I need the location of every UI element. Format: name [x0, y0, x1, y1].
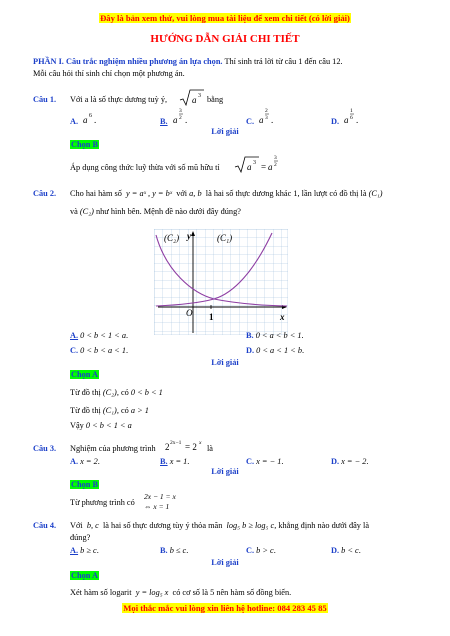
svg-text:a: a	[83, 115, 88, 125]
q3-step-1: 2x − 1 = x	[144, 492, 176, 501]
svg-text:3: 3	[198, 93, 201, 99]
preview-banner: Đây là bản xem thử, vui lòng mua tài liệu để xem chi tiết (có lời giải)	[100, 13, 350, 23]
svg-text:a: a	[247, 162, 252, 172]
section-label: PHẦN I. Câu trắc nghiệm nhiều phương án lựa chọn.	[33, 57, 223, 66]
q3-solution-heading: Lời giải	[211, 467, 239, 476]
svg-text:3: 3	[179, 108, 182, 114]
q2-answer: Chọn A	[71, 370, 98, 379]
q1-answer: Chọn B	[71, 140, 98, 149]
q3-option-b: B. x = 1.	[160, 457, 190, 466]
svg-text:.: .	[356, 115, 359, 125]
section-intro	[33, 57, 343, 67]
q1-option-c-letter: C.	[246, 117, 255, 126]
q1-option-b-letter: B.	[160, 117, 168, 126]
q2-functions: y = aˣ , y = bˣ	[126, 189, 173, 198]
q1-stem: Với a là số thực dương tuỳ ý,	[70, 95, 168, 104]
q1-stem-end: bằng	[207, 95, 224, 104]
q2-explain-2: Từ đồ thị (C₁), có a > 1	[70, 406, 149, 415]
label-y: y	[187, 231, 191, 241]
svg-text:.: .	[271, 115, 274, 125]
q3-option-c: C. x = − 1.	[246, 457, 284, 466]
svg-text:.: .	[185, 115, 188, 125]
svg-text:6: 6	[89, 113, 92, 119]
svg-text:2x−1: 2x−1	[170, 440, 182, 446]
page-title: HƯỚNG DẪN GIẢI CHI TIẾT	[150, 33, 300, 45]
svg-text:=: =	[261, 162, 267, 172]
svg-text:2: 2	[179, 115, 182, 121]
svg-text:a: a	[173, 115, 178, 125]
q1-option-d-letter: D.	[331, 117, 340, 126]
q1-option-b-math	[172, 106, 192, 126]
svg-text:3: 3	[265, 115, 268, 121]
svg-text:2: 2	[274, 162, 277, 168]
graph-grid	[154, 229, 288, 335]
q4-option-b: B. b ≤ c.	[160, 546, 189, 555]
q3-explanation: Từ phương trình có	[70, 498, 135, 507]
q4-solution-heading: Lời giải	[211, 558, 239, 567]
q4-stem-line2: đúng?	[70, 533, 91, 542]
q4-number: Câu 4.	[33, 521, 57, 530]
q2-stem-line1: Cho hai hàm số y = aˣ , y = bˣ với a, b là hai số thực dương khác 1, lần lượt có đồ thị là (C₁)	[70, 189, 383, 198]
hotline-banner: Mọi thắc mắc vui lòng xin liên hệ hotline: 084 283 45 85	[123, 603, 327, 613]
q1-explanation-math	[234, 152, 280, 174]
q2-graph	[154, 229, 288, 335]
q2-vars: a, b	[189, 189, 202, 198]
svg-text:3: 3	[253, 160, 256, 166]
svg-text:6: 6	[350, 115, 353, 121]
q2-option-b: B. 0 < a < b < 1.	[246, 331, 304, 340]
q1-option-a-math	[82, 110, 98, 126]
q1-option-a-letter: A.	[70, 117, 79, 126]
q3-stem-end: là	[207, 444, 213, 453]
q2-explain-3: Vậy 0 < b < 1 < a	[70, 421, 132, 430]
q2-option-d: D. 0 < a < 1 < b.	[246, 346, 305, 355]
q1-sqrt-expression	[179, 87, 205, 107]
svg-text:1: 1	[350, 108, 353, 114]
q2-option-a: A. 0 < b < 1 < a.	[70, 331, 129, 340]
label-c1: (C₁)	[217, 233, 233, 243]
label-x: x	[280, 312, 285, 322]
q1-explanation: Áp dụng công thức luỹ thừa với số mũ hữu tỉ	[70, 163, 220, 172]
svg-text:a: a	[268, 162, 273, 172]
label-c2: (C₂)	[164, 233, 180, 243]
section-text-2: Mỗi câu hỏi thí sinh chỉ chọn một phương án.	[33, 69, 185, 78]
q4-option-c: C. b > c.	[246, 546, 276, 555]
q3-number: Câu 3.	[33, 444, 57, 453]
q4-answer: Chọn A	[71, 571, 98, 580]
q3-step-2: ⇔ x = 1	[144, 502, 170, 511]
svg-text:3: 3	[274, 155, 277, 161]
q2-solution-heading: Lời giải	[211, 358, 239, 367]
q1-number: Câu 1.	[33, 95, 57, 104]
q1-option-d-math	[343, 106, 363, 126]
q1-solution-heading: Lời giải	[211, 127, 239, 136]
q2-stem-line2: và (C₂) như hình bên. Mệnh đề nào dưới đây đúng?	[70, 207, 241, 216]
svg-text:2: 2	[265, 108, 268, 114]
q2-number: Câu 2.	[33, 189, 57, 198]
q4-option-a: A. b ≥ c.	[70, 546, 99, 555]
svg-text:2: 2	[165, 442, 170, 452]
svg-text:x: x	[199, 440, 202, 446]
q3-option-d: D. x = − 2.	[331, 457, 369, 466]
label-one: 1	[209, 312, 214, 322]
q3-answer: Chọn B	[71, 480, 98, 489]
q4-option-d: D. b < c.	[331, 546, 361, 555]
svg-text:a: a	[344, 115, 349, 125]
q4-stem-line1: Với b, c là hai số thực dương tùy ý thỏa mãn log₅ b ≥ log₅ c, khẳng định nào dưới đây là	[70, 521, 370, 530]
svg-text:a: a	[259, 115, 264, 125]
label-origin: O	[186, 308, 193, 318]
q3-option-a: A. x = 2.	[70, 457, 100, 466]
svg-text:= 2: = 2	[185, 442, 197, 452]
q2-explain-1: Từ đồ thị (C₂), có 0 < b < 1	[70, 388, 163, 397]
q1-option-c-math	[258, 106, 278, 126]
svg-text:.: .	[94, 115, 97, 125]
q3-stem: Nghiệm của phương trình	[70, 444, 156, 453]
q2-option-c: C. 0 < b < a < 1.	[70, 346, 129, 355]
q4-explanation: Xét hàm số logarit y = log₅ x có cơ số là 5 nên hàm số đồng biến.	[70, 588, 292, 597]
section-text: Thí sinh trả lời từ câu 1 đến câu 12.	[222, 57, 343, 66]
svg-text:a: a	[192, 95, 197, 105]
